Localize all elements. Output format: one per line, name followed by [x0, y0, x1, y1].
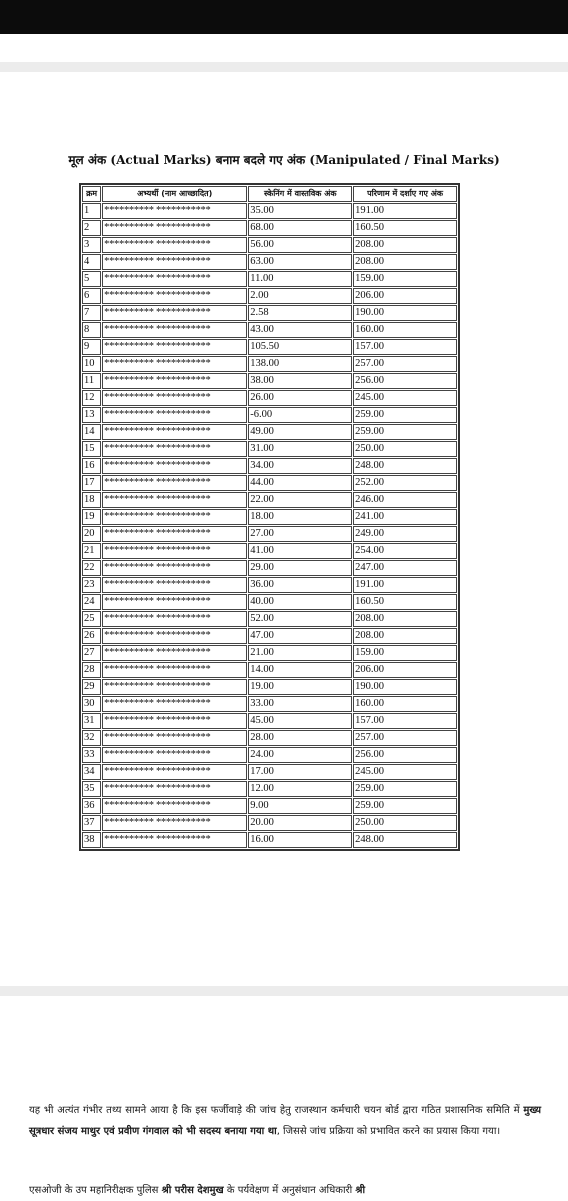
table-row — [82, 288, 457, 304]
cell-final-marks: 206.00 — [353, 288, 457, 304]
cell-candidate: ********** *********** — [102, 356, 247, 372]
table-row — [82, 696, 457, 712]
cell-serial: 35 — [82, 781, 101, 797]
cell-final-marks: 160.00 — [353, 696, 457, 712]
cell-actual-marks: 31.00 — [248, 441, 352, 457]
table-row — [82, 543, 457, 559]
paragraph-text: , जिससे जांच प्रक्रिया को प्रभावित करने का प्रयास किया गया। — [276, 1126, 501, 1137]
table-row — [82, 662, 457, 678]
cell-candidate: ********** *********** — [102, 441, 247, 457]
cell-actual-marks: 28.00 — [248, 730, 352, 746]
cell-final-marks: 256.00 — [353, 747, 457, 763]
cell-candidate: ********** *********** — [102, 747, 247, 763]
cell-candidate: ********** *********** — [102, 764, 247, 780]
cell-actual-marks: 38.00 — [248, 373, 352, 389]
cell-final-marks: 160.50 — [353, 594, 457, 610]
cell-serial: 16 — [82, 458, 101, 474]
cell-actual-marks: 56.00 — [248, 237, 352, 253]
cell-candidate: ********** *********** — [102, 679, 247, 695]
cell-candidate: ********** *********** — [102, 322, 247, 338]
cell-serial: 20 — [82, 526, 101, 542]
cell-final-marks: 259.00 — [353, 781, 457, 797]
cell-actual-marks: 21.00 — [248, 645, 352, 661]
cell-actual-marks: 27.00 — [248, 526, 352, 542]
cell-final-marks: 159.00 — [353, 271, 457, 287]
cell-actual-marks: 14.00 — [248, 662, 352, 678]
table-header-row — [82, 186, 457, 202]
table-row — [82, 475, 457, 491]
cell-final-marks: 249.00 — [353, 526, 457, 542]
cell-actual-marks: 49.00 — [248, 424, 352, 440]
cell-serial: 7 — [82, 305, 101, 321]
cell-candidate: ********** *********** — [102, 220, 247, 236]
cell-actual-marks: 52.00 — [248, 611, 352, 627]
cell-candidate: ********** *********** — [102, 781, 247, 797]
cell-candidate: ********** *********** — [102, 288, 247, 304]
cell-actual-marks: 2.00 — [248, 288, 352, 304]
table-row — [82, 628, 457, 644]
cell-actual-marks: 33.00 — [248, 696, 352, 712]
cell-serial: 8 — [82, 322, 101, 338]
separator-band — [0, 62, 568, 72]
cell-candidate: ********** *********** — [102, 509, 247, 525]
cell-actual-marks: 36.00 — [248, 577, 352, 593]
cell-final-marks: 252.00 — [353, 475, 457, 491]
table-row — [82, 407, 457, 423]
table-row — [82, 254, 457, 270]
cell-candidate: ********** *********** — [102, 611, 247, 627]
cell-final-marks: 245.00 — [353, 390, 457, 406]
table-row — [82, 356, 457, 372]
cell-actual-marks: 40.00 — [248, 594, 352, 610]
cell-actual-marks: 68.00 — [248, 220, 352, 236]
cell-serial: 32 — [82, 730, 101, 746]
cell-final-marks: 157.00 — [353, 339, 457, 355]
cell-serial: 37 — [82, 815, 101, 831]
cell-final-marks: 208.00 — [353, 237, 457, 253]
cell-candidate: ********** *********** — [102, 560, 247, 576]
cell-serial: 10 — [82, 356, 101, 372]
cell-serial: 31 — [82, 713, 101, 729]
table-row — [82, 815, 457, 831]
cell-actual-marks: 105.50 — [248, 339, 352, 355]
cell-serial: 2 — [82, 220, 101, 236]
cell-final-marks: 157.00 — [353, 713, 457, 729]
cell-serial: 14 — [82, 424, 101, 440]
cell-candidate: ********** *********** — [102, 577, 247, 593]
table-row — [82, 526, 457, 542]
cell-candidate: ********** *********** — [102, 526, 247, 542]
cell-candidate: ********** *********** — [102, 713, 247, 729]
table-row — [82, 560, 457, 576]
cell-serial: 23 — [82, 577, 101, 593]
cell-candidate: ********** *********** — [102, 475, 247, 491]
cell-final-marks: 250.00 — [353, 815, 457, 831]
cell-final-marks: 160.50 — [353, 220, 457, 236]
cell-actual-marks: 47.00 — [248, 628, 352, 644]
article-paragraph — [29, 1100, 541, 1142]
paragraph-text: एसओजी के उप महानिरीक्षक पुलिस — [29, 1185, 162, 1196]
cell-final-marks: 208.00 — [353, 628, 457, 644]
cell-final-marks: 208.00 — [353, 611, 457, 627]
table-row — [82, 492, 457, 508]
cell-final-marks: 190.00 — [353, 305, 457, 321]
cell-final-marks: 160.00 — [353, 322, 457, 338]
cell-actual-marks: 63.00 — [248, 254, 352, 270]
cell-candidate: ********** *********** — [102, 492, 247, 508]
paragraph-text: के पर्यवेक्षण में अनुसंधान अधिकारी — [223, 1185, 356, 1196]
table-row — [82, 730, 457, 746]
cell-serial: 21 — [82, 543, 101, 559]
table-row — [82, 798, 457, 814]
marks-table — [79, 183, 460, 851]
cell-serial: 36 — [82, 798, 101, 814]
table-row — [82, 424, 457, 440]
cell-candidate: ********** *********** — [102, 203, 247, 219]
cell-serial: 1 — [82, 203, 101, 219]
cell-candidate: ********** *********** — [102, 458, 247, 474]
cell-final-marks: 191.00 — [353, 577, 457, 593]
cell-serial: 18 — [82, 492, 101, 508]
cell-serial: 38 — [82, 832, 101, 848]
table-row — [82, 458, 457, 474]
cell-actual-marks: 16.00 — [248, 832, 352, 848]
cell-serial: 11 — [82, 373, 101, 389]
cell-serial: 22 — [82, 560, 101, 576]
cell-actual-marks: 12.00 — [248, 781, 352, 797]
cell-serial: 5 — [82, 271, 101, 287]
cell-serial: 6 — [82, 288, 101, 304]
table-row — [82, 322, 457, 338]
cell-actual-marks: 17.00 — [248, 764, 352, 780]
cell-final-marks: 248.00 — [353, 458, 457, 474]
cell-candidate: ********** *********** — [102, 696, 247, 712]
table-row — [82, 441, 457, 457]
cell-actual-marks: 35.00 — [248, 203, 352, 219]
cell-candidate: ********** *********** — [102, 407, 247, 423]
cell-serial: 9 — [82, 339, 101, 355]
cell-actual-marks: 29.00 — [248, 560, 352, 576]
cell-candidate: ********** *********** — [102, 254, 247, 270]
cell-candidate: ********** *********** — [102, 305, 247, 321]
table-row — [82, 713, 457, 729]
table-row — [82, 594, 457, 610]
table-row — [82, 203, 457, 219]
cell-actual-marks: 9.00 — [248, 798, 352, 814]
cell-final-marks: 208.00 — [353, 254, 457, 270]
cell-serial: 26 — [82, 628, 101, 644]
cell-actual-marks: 19.00 — [248, 679, 352, 695]
cell-actual-marks: 22.00 — [248, 492, 352, 508]
cell-serial: 28 — [82, 662, 101, 678]
cell-candidate: ********** *********** — [102, 815, 247, 831]
cell-final-marks: 206.00 — [353, 662, 457, 678]
cell-final-marks: 254.00 — [353, 543, 457, 559]
cell-final-marks: 247.00 — [353, 560, 457, 576]
cell-final-marks: 190.00 — [353, 679, 457, 695]
table-row — [82, 237, 457, 253]
cell-candidate: ********** *********** — [102, 628, 247, 644]
header-final-marks: परिणाम में दर्शाए गए अंक — [353, 186, 457, 202]
cell-final-marks: 246.00 — [353, 492, 457, 508]
cell-final-marks: 256.00 — [353, 373, 457, 389]
table-row — [82, 305, 457, 321]
header-actual-marks: स्केनिंग में वास्तविक अंक — [248, 186, 352, 202]
cell-actual-marks: 11.00 — [248, 271, 352, 287]
table-title: मूल अंक (Actual Marks) बनाम बदले गए अंक (Manipulated / Final Marks) — [68, 153, 500, 167]
cell-actual-marks: 2.58 — [248, 305, 352, 321]
cell-final-marks: 159.00 — [353, 645, 457, 661]
table-row — [82, 764, 457, 780]
cell-actual-marks: 43.00 — [248, 322, 352, 338]
table-body — [82, 203, 457, 848]
cell-final-marks: 250.00 — [353, 441, 457, 457]
paragraph-bold-text: श्री परीस देशमुख — [161, 1185, 224, 1196]
cell-serial: 33 — [82, 747, 101, 763]
cell-candidate: ********** *********** — [102, 645, 247, 661]
cell-actual-marks: 138.00 — [248, 356, 352, 372]
cell-final-marks: 259.00 — [353, 407, 457, 423]
table-row — [82, 577, 457, 593]
table-row — [82, 645, 457, 661]
cell-serial: 13 — [82, 407, 101, 423]
cell-final-marks: 241.00 — [353, 509, 457, 525]
article-paragraph — [29, 1180, 541, 1201]
table-row — [82, 611, 457, 627]
cell-candidate: ********** *********** — [102, 662, 247, 678]
table-row — [82, 679, 457, 695]
cell-actual-marks: 45.00 — [248, 713, 352, 729]
table-row — [82, 220, 457, 236]
separator-band — [0, 986, 568, 996]
cell-actual-marks: 26.00 — [248, 390, 352, 406]
cell-candidate: ********** *********** — [102, 237, 247, 253]
cell-serial: 4 — [82, 254, 101, 270]
cell-actual-marks: 41.00 — [248, 543, 352, 559]
cell-serial: 29 — [82, 679, 101, 695]
cell-candidate: ********** *********** — [102, 373, 247, 389]
cell-serial: 24 — [82, 594, 101, 610]
paragraph-text: यह भी अत्यंत गंभीर तथ्य सामने आया है कि इस फर्जीवाड़े की जांच हेतु राजस्थान कर्मचारी चयन बोर्ड द्वारा गठित प्रशासनिक समिति में — [29, 1105, 524, 1116]
cell-serial: 27 — [82, 645, 101, 661]
cell-candidate: ********** *********** — [102, 424, 247, 440]
cell-serial: 15 — [82, 441, 101, 457]
cell-serial: 34 — [82, 764, 101, 780]
cell-actual-marks: 20.00 — [248, 815, 352, 831]
cell-final-marks: 248.00 — [353, 832, 457, 848]
cell-candidate: ********** *********** — [102, 798, 247, 814]
status-bar — [0, 0, 568, 34]
cell-candidate: ********** *********** — [102, 730, 247, 746]
cell-candidate: ********** *********** — [102, 832, 247, 848]
table-row — [82, 832, 457, 848]
cell-final-marks: 257.00 — [353, 356, 457, 372]
cell-serial: 17 — [82, 475, 101, 491]
cell-serial: 12 — [82, 390, 101, 406]
cell-actual-marks: -6.00 — [248, 407, 352, 423]
cell-actual-marks: 18.00 — [248, 509, 352, 525]
table-row — [82, 747, 457, 763]
table-row — [82, 781, 457, 797]
cell-final-marks: 259.00 — [353, 798, 457, 814]
table-row — [82, 390, 457, 406]
header-serial: क्रम — [82, 186, 101, 202]
cell-actual-marks: 34.00 — [248, 458, 352, 474]
cell-candidate: ********** *********** — [102, 543, 247, 559]
paragraph-bold-text: श्री — [355, 1185, 366, 1196]
cell-serial: 30 — [82, 696, 101, 712]
cell-final-marks: 245.00 — [353, 764, 457, 780]
cell-final-marks: 191.00 — [353, 203, 457, 219]
cell-serial: 19 — [82, 509, 101, 525]
paragraph-bold-text: मुख्य सूत्रधार संजय माथुर एवं प्रवीण गंगवाल को भी सदस्य बनाया गया था — [29, 1105, 541, 1137]
table-row — [82, 339, 457, 355]
cell-serial: 3 — [82, 237, 101, 253]
header-candidate: अभ्यर्थी (नाम आच्छादित) — [102, 186, 247, 202]
cell-candidate: ********** *********** — [102, 594, 247, 610]
cell-actual-marks: 24.00 — [248, 747, 352, 763]
cell-candidate: ********** *********** — [102, 390, 247, 406]
cell-candidate: ********** *********** — [102, 271, 247, 287]
cell-final-marks: 257.00 — [353, 730, 457, 746]
table-row — [82, 509, 457, 525]
cell-actual-marks: 44.00 — [248, 475, 352, 491]
cell-final-marks: 259.00 — [353, 424, 457, 440]
table-row — [82, 373, 457, 389]
table-row — [82, 271, 457, 287]
cell-candidate: ********** *********** — [102, 339, 247, 355]
cell-serial: 25 — [82, 611, 101, 627]
